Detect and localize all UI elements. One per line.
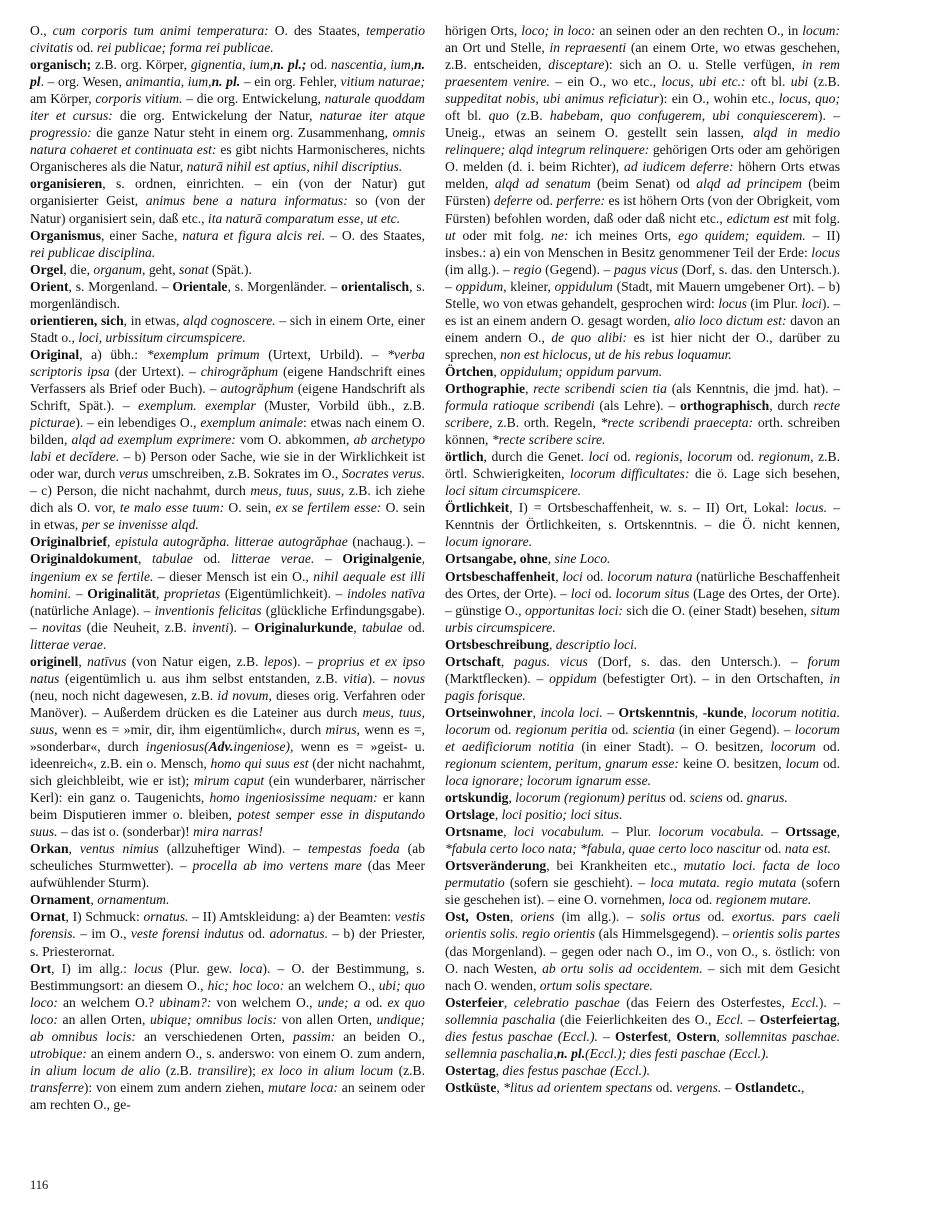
dictionary-entry: organisieren, s. ordnen, einrichten. – ein (von der Natur) gut organisierter Geist, animus bene a natura informatus: so (von der Natur) organisiert sein, daß etc., ita naturā comparatum esse, ut etc. (30, 176, 425, 226)
dictionary-entry: Ortsbeschreibung, descriptio loci. (445, 636, 638, 652)
dictionary-entry: Ortschaft, pagus. vicus (Dorf, s. das. den Untersch.). – forum (Marktflecken). – oppidum (befestigter Ort). – in den Ortschaften, in pagis forisque. (445, 653, 840, 703)
dictionary-entry: Ortslage, loci positio; loci situs. (445, 807, 623, 823)
dictionary-entry: Orkan, ventus nimius (allzuheftiger Wind). – tempestas foeda (ab scheuliches Sturmwetter). – procella ab imo vertens mare (das Meer aufwühlender Sturm). (30, 841, 426, 891)
dictionary-entry: Örtlichkeit, I) = Ortsbeschaffenheit, w. s. – II) Ort, Lokal: locus. – Kenntnis der Örtlichkeiten, s. Ortskenntnis. – die Ö. nicht kennen, locum ignorare. (445, 500, 840, 550)
dictionary-page (30, 22, 910, 1182)
dictionary-entry: Örtchen, oppidulum; oppidum parvum. (445, 363, 663, 379)
dictionary-entry: Ostküste, *litus ad orientem spectans od. vergens. – Ostlandetc., (445, 1079, 805, 1095)
dictionary-entry: Ornat, I) Schmuck: ornatus. – II) Amtskleidung: a) der Beamten: vestis forensis. – im O., veste forensi indutus od. adornatus. – b) der Priester, s. Priesterornat. (30, 909, 425, 959)
dictionary-entry: O., cum corporis tum animi temperatura: O. des Staates, temperatio civitatis od. rei publicae; forma rei publicae. (30, 23, 426, 56)
dictionary-entry: Organismus, einer Sache, natura et figura alcis rei. – O. des Staates, rei publicae disciplina. (30, 227, 425, 260)
dictionary-entry: Ornament, ornamentum. (30, 892, 170, 908)
dictionary-entry: Osterfeier, celebratio paschae (das Feiern des Osterfestes, Eccl.). – sollemnia paschalia (die Feierlichkeiten des O., Eccl. – Osterfeiertag, dies festus paschae (Eccl.). – Osterfest, Ostern, sollemnitas paschae. sellemnia paschalia,n. pl.(Eccl.); dies festi paschae (Eccl.). (445, 994, 841, 1061)
dictionary-entry: Ortsname, loci vocabulum. – Plur. locorum vocabula. – Ortssage, *fabula certo loco nata; *fabula, quae certo loco nascitur od. nata est. (445, 824, 841, 857)
dictionary-entry: Ortseinwohner, incola loci. – Ortskenntnis, -kunde, locorum notitia. locorum od. regionum peritia od. scientia (in einer Gegend). – locorum et aedificiorum notitia (in einer Stadt). – O. besitzen, locorum od. regionum scientem, peritum, gnarum esse: keine O. besitzen, locum od. loca ignorare; locorum ignarum esse. (445, 704, 841, 789)
dictionary-entry: örtlich, durch die Genet. loci od. regionis, locorum od. regionum, z.B. örtl. Schwierigkeiten, locorum difficultates: die ö. Lage sich besehen, loci situm circumspicere. (445, 449, 841, 499)
dictionary-entry: Ost, Osten, oriens (im allg.). – solis ortus od. exortus. pars caeli orientis solis. regio orientis (als Himmelsgegend). – orientis solis partes (das Morgenland). – gegen oder nach O., im O., von O., s. östlich: von O. nach Westen, ab ortu solis ad occidentem. – sich mit dem Gesicht nach O. wenden, ortum solis spectare. (445, 909, 841, 993)
dictionary-entry: Ortsbeschaffenheit, loci od. locorum natura (natürliche Beschaffenheit des Ortes, der Orte). – loci od. locorum situs (Lage des Ortes, der Orte). – günstige O., opportunitas loci: sich die O. (einer Stadt) besehen, situm urbis circumspicere. (445, 568, 841, 635)
dictionary-entry: orientieren, sich, in etwas, alqd cognoscere. – sich in einem Orte, einer Stadt o., loci, urbissitum circumspicere. (30, 312, 425, 345)
dictionary-entry: Ostertag, dies festus paschae (Eccl.). (445, 1062, 650, 1078)
dictionary-entry: Original, a) übh.: *exemplum primum (Urtext, Urbild). – *verba scriptoris ipsa (der Urtext). – chirogrăphum (eigene Handschrift eines Verfassers als Brief oder Buch). – autogrăphum (eigene Handschrift als Schrift, Spät.). – exemplum. exemplar (Muster, Vorbild übh., z.B. picturae). – ein lebendiges O., exemplum animale: etwas nach einem O. bilden, alqd ad exemplum exprimere: vom O. abkommen, ab archetypo labi et decĭdere. – b) Person oder Sache, wie sie in der Wirklichkeit ist oder war, durch verus umschreiben, z.B. Sokrates im O., Socrates verus. – c) Person, die nicht nachahmt, durch meus, tuus, suus, z.B. ich ziehe dich als O. vor, te malo esse tuum: O. sein, ex se fertilem esse: O. sein in etwas, per se invenisse alqd. (30, 346, 426, 533)
left-column (30, 22, 425, 1113)
dictionary-entry: Originalbrief, epistula autogrăpha. litterae autogrăphae (nachaug.). – Originaldokument, tabulae od. litterae verae. – Originalgenie, ingenium ex se fertile. – dieser Mensch ist ein O., nihil aequale est illi homini. – Originalität, proprietas (Eigentümlichkeit). – indoles natīva (natürliche Anlage). – inventionis felicitas (glückliche Erfindungsgabe). – novitas (die Neuheit, z.B. inventi). – Originalurkunde, tabulae od. litterae verae. (30, 534, 426, 652)
dictionary-entry: organisch; z.B. org. Körper, gignentia, ium,n. pl.; od. nascentia, ium,n. pl. – org. Wesen, animantia, ium,n. pl. – ein org. Fehler, vitium naturae; am Körper, corporis vitium. – die org. Entwickelung, naturale quoddam iter et cursus: die org. Entwickelung der Natur, naturae iter atque progressio: die ganze Natur steht in einem org. Zusammenhang, omnis natura cohaeret et continuata est: es gibt nichts Harmonischeres, nichts Organischeres als die Natur, naturā nihil est aptius, nihil discriptius. (30, 57, 426, 175)
dictionary-entry: Orgel, die, organum, geht, sonat (Spät.). (30, 261, 252, 277)
dictionary-entry: hörigen Orts, loco; in loco: an seinen oder an den rechten O., in locum: an Ort und Stelle, in repraesenti (an einem Orte, wo etwas geschehen, z.B. entscheiden, disceptare): sich an O. u. Stelle verfügen, in rem praesentem venire. – ein O., wo etc., locus, ubi etc.: oft bl. ubi (z.B. suppeditat nobis, ubi animus reficiatur): ein O., wohin etc., locus, quo; oft bl. quo (z.B. habebam, quo confugerem, ubi conquiescerem). – Uneig., etwas an seinem O. gestellt sein lassen, alqd in medio relinquere; alqd integrum relinquere: gehörigen Orts oder am gehörigen O. melden (d. i. beim Richter), ad iudicem deferre: höhern Orts etwas melden, alqd ad senatum (beim Senat) od alqd ad principem (beim Fürsten) deferre od. perferre: es ist höhern Orts (von der Obrigkeit, vom Fürsten) befohlen worden, daß oder daß nicht etc., edictum est mit folg. ut oder mit folg. ne: ich meines Orts, ego quidem; equidem. – II) insbes.: a) ein von Menschen in Besitz genommener Teil der Erde: locus (im allg.). – regio (Gegend). – pagus vicus (Dorf, s. das. den Untersch.). – oppidum, kleiner, oppidulum (Stadt, mit Mauern umgebener Ort). – b) Stelle, wo von etwas gehandelt, gesprochen wird: locus (im Plur. loci). – es ist an einem andern O. gesagt worden, alio loco dictum est: davon an einem andern O., de quo alibi: es ist hier nicht der O., darüber zu sprechen, non est hiclocus, ut de his rebus loquamur. (445, 23, 841, 362)
right-column (445, 22, 840, 1096)
dictionary-entry: Orient, s. Morgenland. – Orientale, s. Morgenländer. – orientalisch, s. morgenländisch. (30, 278, 425, 311)
dictionary-entry: Ort, I) im allg.: locus (Plur. gew. loca). – O. der Bestimmung, s. Bestimmungsort: an diesem O., hic; hoc loco: an welchem O., ubi; quo loco: an welchem O.? ubinam?: von welchem O., unde; a od. ex quo loco: an allen Orten, ubique; omnibus locis: von allen Orten, undique; ab omnibus locis: an verschiedenen Orten, passim: an beiden O., utrobique: an einem andern O., s. anderswo: von einem O. zum andern, in alium locum de alio (z.B. transilire); ex loco in alium locum (z.B. transferre): von einem zum andern ziehen, mutare loca: an seinem oder am rechten O., ge- (30, 960, 425, 1112)
dictionary-entry: originell, natīvus (von Natur eigen, z.B. lepos). – proprius et ex ipso natus (eigentümlich u. aus ihm selbst entstanden, z.B. vitia). – novus (neu, noch nicht dagewesen, z.B. id novum, dieses orig. Verfahren oder Manöver). – Außerdem drücken es die Lateiner aus durch meus, tuus, suus, wenn es = »mir, dir, ihm eigentümlich«, durch mirus, wenn es =, »sonderbar«, durch ingeniosus(Adv.ingeniose), wenn es = »geist- u. ideenreich«, z.B. ein o. Mensch, homo qui suus est (der nicht nachahmt, sich gleichbleibt, wie er ist); mirum caput (ein wunderbarer, närrischer Kerl): ein ganz o. Taugenichts, homo ingeniosissime nequam: er kann beim Disputieren immer o. bleiben, potest semper esse in disputando suus. – das ist o. (sonderbar)! mira narras! (30, 653, 425, 840)
dictionary-entry: Ortsveränderung, bei Krankheiten etc., mutatio loci. facta de loco permutatio (sofern sie geschieht). – loca mutata. regio mutata (sofern sie geschehen ist). – eine O. vornehmen, loca od. regionem mutare. (445, 858, 840, 908)
page-number: 116 (30, 1178, 49, 1192)
dictionary-entry: Ortsangabe, ohne, sine Loco. (445, 551, 611, 567)
dictionary-entry: Orthographie, recte scribendi scien tia (als Kenntnis, die jmd. hat). – formula ratioque scribendi (als Lehre). – orthographisch, durch recte scribere, z.B. orth. Regeln, *recte scribendi praecepta: orth. schreiben können, *recte scribere scire. (445, 380, 841, 448)
dictionary-entry: ortskundig, locorum (regionum) peritus od. sciens od. gnarus. (445, 790, 788, 806)
